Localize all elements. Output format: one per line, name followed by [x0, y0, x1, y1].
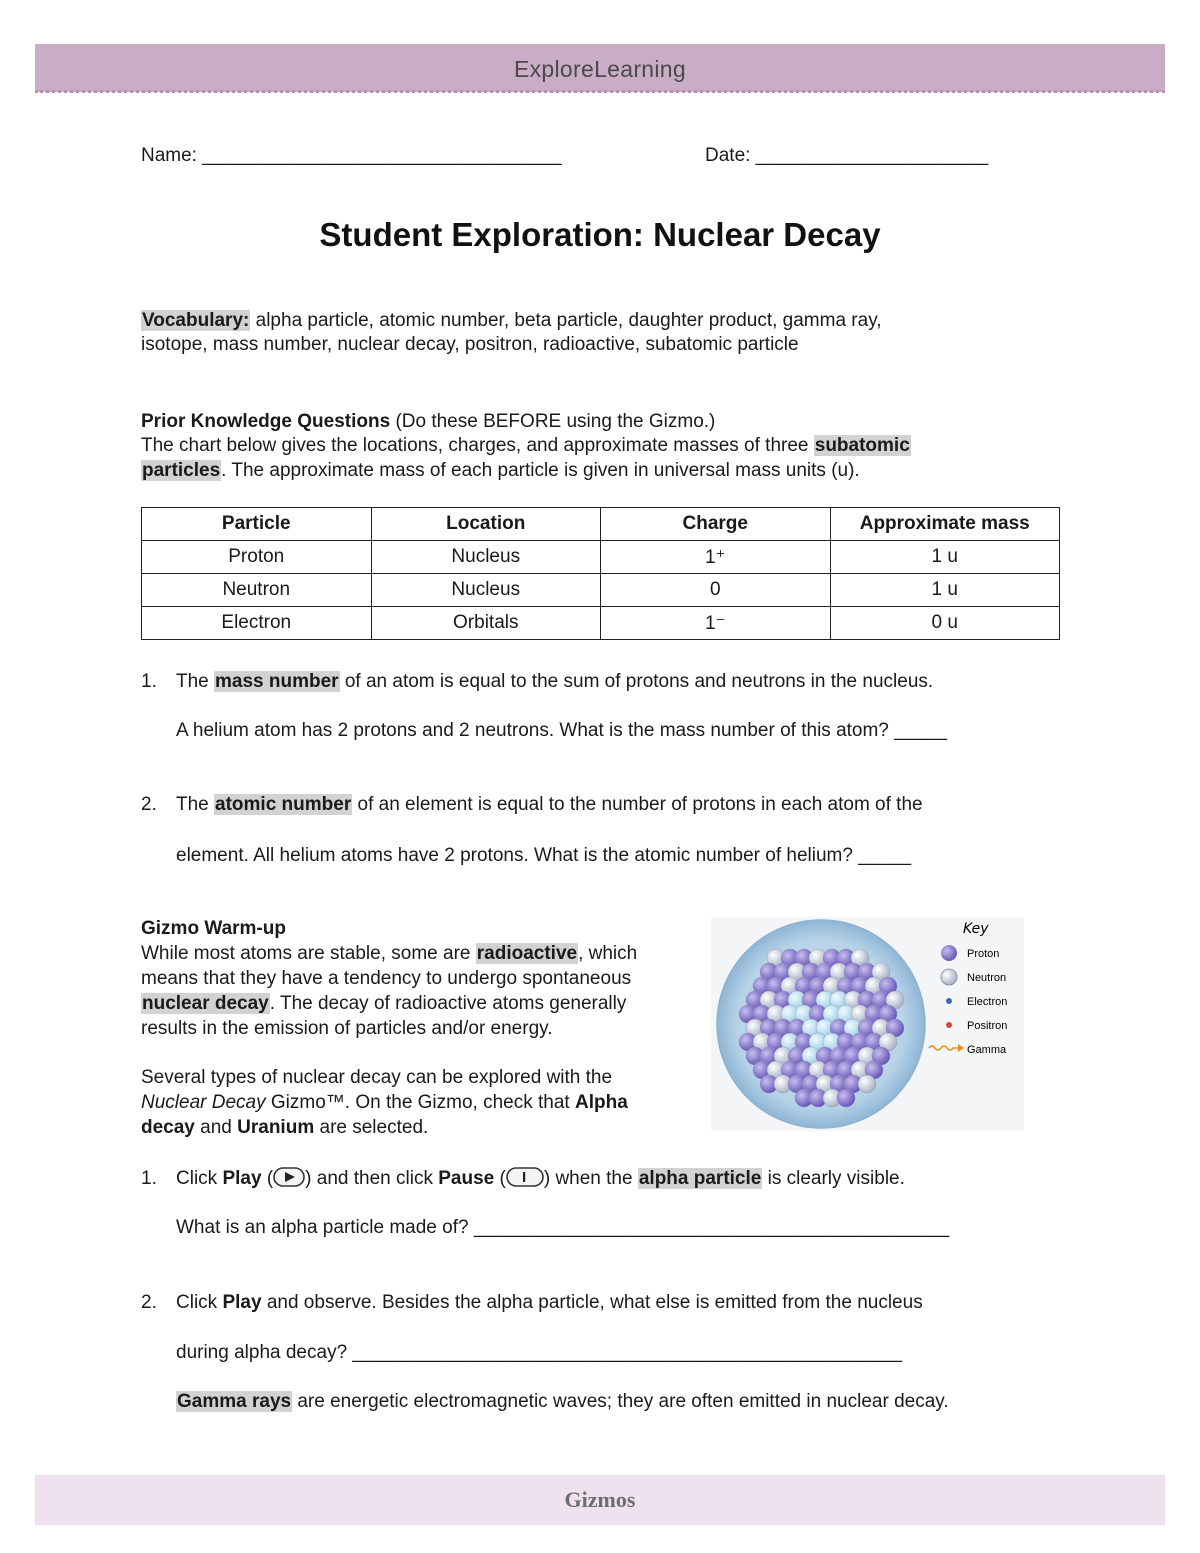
gamma-rays-note: Gamma rays are energetic electromagnetic waves; they are often emitted in nuclear decay.	[177, 1391, 949, 1412]
key-label: Proton	[967, 948, 1000, 960]
table-header: Particle	[142, 508, 372, 541]
date-label: Date:	[705, 145, 751, 166]
nucleus-figure	[711, 917, 1024, 1131]
name-field[interactable]	[141, 144, 562, 169]
warmup-line7: decay and Uranium are selected.	[141, 1117, 429, 1138]
term-radioactive: radioactive	[476, 943, 578, 964]
table-cell: 0	[601, 574, 831, 607]
question-1-number: 1.	[141, 671, 157, 692]
positron-icon	[946, 1022, 952, 1028]
table-header: Approximate mass	[830, 508, 1060, 541]
date-field[interactable]	[705, 144, 988, 169]
question-2-prompt[interactable]: element. All helium atoms have 2 protons. What is the atomic number of helium? _____	[176, 845, 912, 866]
table-cell: Neutron	[142, 574, 372, 607]
term-nuclear-decay: nuclear decay	[142, 993, 269, 1014]
table-cell: 1 u	[830, 541, 1060, 574]
term-atomic-number: atomic number	[215, 794, 352, 815]
key-title: Key	[963, 921, 989, 937]
warmup-line3: nuclear decay. The decay of radioactive atoms generally	[142, 993, 627, 1014]
neutron-icon	[941, 969, 957, 985]
term-alpha-particle: alpha particle	[638, 1168, 762, 1189]
question-1-text: The mass number of an atom is equal to the sum of protons and neutrons in the nucleus.	[176, 671, 934, 692]
table-cell: Nucleus	[371, 574, 601, 607]
warmup-line5: Several types of nuclear decay can be explored with the	[141, 1067, 613, 1088]
proton-ball	[837, 1089, 855, 1107]
gamma-icon	[929, 1046, 958, 1050]
vocabulary-line1: Vocabulary: alpha particle, atomic number, beta particle, daughter product, gamma ray,	[142, 310, 882, 331]
warmup-heading: Gizmo Warm-up	[141, 918, 286, 939]
vocabulary-label: Vocabulary:	[142, 310, 250, 331]
question-2-number: 2.	[141, 794, 157, 815]
table-header-row	[142, 508, 1060, 541]
warmup-line4: results in the emission of particles and/or energy.	[141, 1018, 553, 1039]
name-blank[interactable]: __________________________________	[202, 145, 562, 166]
proton-icon	[941, 945, 957, 961]
warmup-question-1-prompt[interactable]: What is an alpha particle made of? _____________________________________________	[176, 1217, 950, 1238]
question-2-text: The atomic number of an element is equal to the number of protons in each atom of the	[176, 794, 923, 815]
key-label: Gamma	[967, 1044, 1007, 1056]
table-row	[142, 541, 1060, 574]
warmup-line1: While most atoms are stable, some are radioactive, which	[141, 943, 638, 964]
key-label: Neutron	[967, 972, 1007, 984]
key-label: Electron	[967, 996, 1008, 1008]
table-cell: 1⁻	[601, 607, 831, 640]
table-cell: Proton	[142, 541, 372, 574]
page-title: Student Exploration: Nuclear Decay	[319, 216, 881, 253]
term-gamma-rays: Gamma rays	[177, 1391, 292, 1412]
table-cell: 0 u	[830, 607, 1060, 640]
warmup-line2: means that they have a tendency to undergo spontaneous	[141, 968, 632, 989]
gizmos-logo: Gizmos	[564, 1487, 636, 1512]
term-mass-number: mass number	[215, 671, 339, 692]
gamma-arrowhead	[958, 1044, 964, 1052]
key-label: Positron	[967, 1020, 1008, 1032]
warmup-line6: Nuclear Decay Gizmo™. On the Gizmo, check that Alpha	[141, 1092, 628, 1113]
prior-knowledge-intro-line2: particles. The approximate mass of each particle is given in universal mass units (u).	[142, 460, 860, 481]
question-1-prompt[interactable]: A helium atom has 2 protons and 2 neutrons. What is the mass number of this atom? _____	[176, 720, 947, 741]
warmup-question-2-prompt[interactable]: during alpha decay? ____________________________________________________	[176, 1342, 902, 1363]
warmup-question-1-text: Click Play ( ) and then click Pause ( ) when the alpha particle is clearly visible.	[176, 1168, 905, 1189]
term-particles: particles	[142, 460, 221, 481]
table-row	[142, 574, 1060, 607]
electron-icon	[946, 998, 952, 1004]
date-blank[interactable]: ______________________	[755, 145, 989, 166]
table-header: Location	[371, 508, 601, 541]
header-divider	[35, 90, 1165, 93]
table-cell: Orbitals	[371, 607, 601, 640]
nucleus-illustration	[711, 917, 1024, 1131]
term-subatomic: subatomic	[814, 435, 910, 456]
table-cell: 1 u	[830, 574, 1060, 607]
table-row	[142, 607, 1060, 640]
pause-button-icon	[506, 1167, 544, 1187]
neutron-ball	[858, 1075, 876, 1093]
vocabulary-line2: isotope, mass number, nuclear decay, positron, radioactive, subatomic particle	[141, 334, 799, 355]
play-button-icon	[273, 1167, 305, 1187]
warmup-question-1-number: 1.	[141, 1168, 157, 1189]
warmup-question-2-text: Click Play and observe. Besides the alpha particle, what else is emitted from the nucleus	[176, 1292, 923, 1313]
name-label: Name:	[141, 145, 197, 166]
prior-knowledge-heading: Prior Knowledge Questions (Do these BEFORE using the Gizmo.)	[141, 411, 716, 432]
table-cell: Nucleus	[371, 541, 601, 574]
explorelearning-logo: ExploreLearning	[513, 56, 686, 82]
table-cell: Electron	[142, 607, 372, 640]
particle-table	[141, 507, 1060, 640]
warmup-question-2-number: 2.	[141, 1292, 157, 1313]
prior-knowledge-intro-line1: The chart below gives the locations, charges, and approximate masses of three subatomic	[141, 435, 910, 456]
table-cell: 1⁺	[601, 541, 831, 574]
table-header: Charge	[601, 508, 831, 541]
